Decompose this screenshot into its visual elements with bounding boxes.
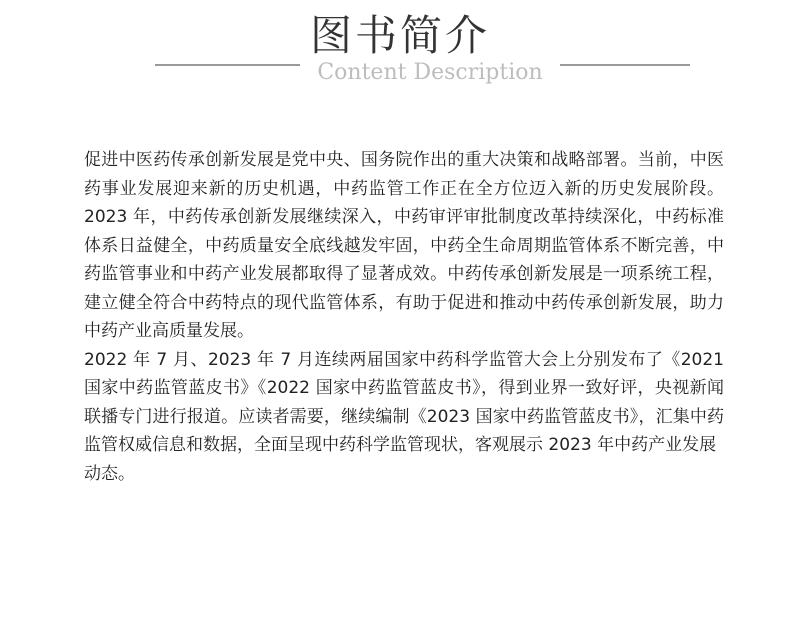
- section-subtitle: Content Description: [317, 60, 543, 85]
- description-body: [84, 146, 724, 488]
- paragraph-2: 2022 年 7 月、2023 年 7 月连续两届国家中药科学监管大会上分别发布了《2021 国家中药监管蓝皮书》《2022 国家中药监管蓝皮书》，得到业界一致好评，央视新闻联播专门进行报道。应读者需要，继续编制《2023 国家中药监管蓝皮书》，汇集中药监管权威信息和数据，全面呈现中药科学监管现状，客观展示 2023 年中药产业发展: [84, 349, 724, 455]
- section-header: [0, 0, 800, 110]
- paragraph-3: 动态。: [84, 463, 135, 484]
- paragraph-1: 促进中医药传承创新发展是党中央、国务院作出的重大决策和战略部署。当前，中医药事业发展迎来新的历史机遇，中药监管工作正在全方位迈入新的历史发展阶段。2023 年，中药传承创新发展继续深入，中药审评审批制度改革持续深化，中药标准体系日益健全，中药质量安全底线越发牢固，中药全生命周期监管体系不断完善，中药监管事业和中药产业发展都取得了显著成效。中药传承创新发展是一项系统工程，建立健全符合中药特点的现代监管体系，有助于促进和推动中药传承创新发展，助力中药产业高质量发展。: [84, 150, 724, 341]
- left-divider: [155, 64, 300, 66]
- right-divider: [560, 64, 690, 66]
- section-title: 图书简介: [309, 11, 490, 60]
